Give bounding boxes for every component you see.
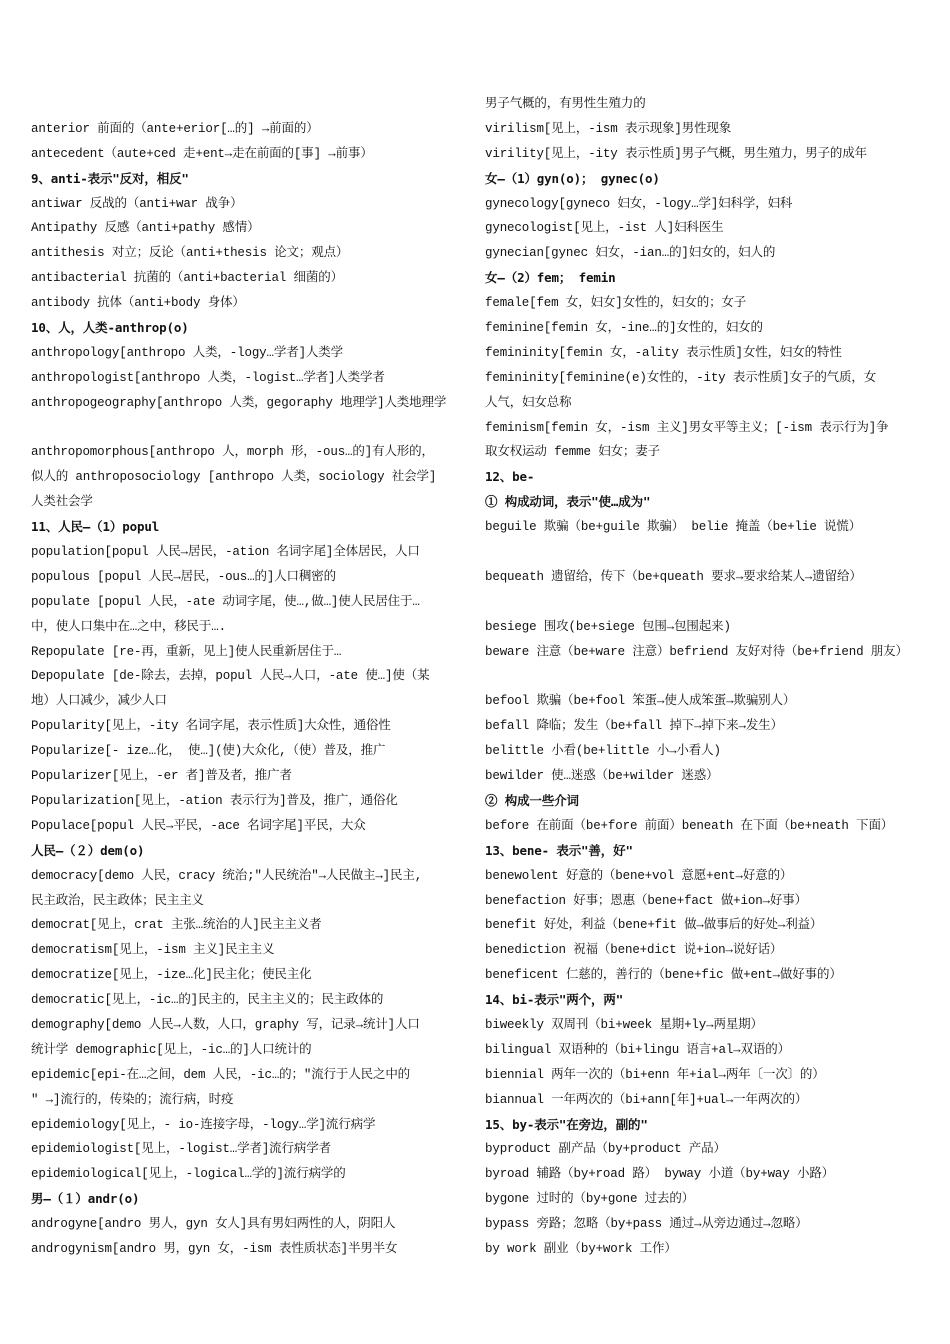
text-line: Popularizer[见上，-er 者]普及者，推广者 — [31, 769, 292, 784]
text-line: beguile 欺骗（be+guile 欺骗） belie 掩盖（be+lie 说慌） — [485, 520, 862, 535]
text-line: feminine[femin 女，-ine…的]女性的，妇女的 — [485, 321, 763, 336]
text-line: antibody 抗体（anti+body 身体） — [31, 296, 245, 311]
text-line: anthropology[anthropo 人类，-logy…学者]人类学 — [31, 345, 343, 360]
text-line: Popularity[见上，-ity 名词字尾，表示性质]大众性，通俗性 — [31, 719, 391, 734]
text-line: 民主政治，民主政体；民主主义 — [31, 893, 204, 908]
text-line: byproduct 副产品（by+product 产品） — [485, 1142, 726, 1157]
text-line: " →]流行的，传染的；流行病，时疫 — [31, 1092, 234, 1107]
left-column — [31, 92, 456, 1262]
text-line: femininity[feminine(e)女性的，-ity 表示性质]女子的气质，女 — [485, 370, 877, 385]
blank-line — [485, 540, 910, 565]
text-line: anthropologist[anthropo 人类，-logist…学者]人类学者 — [31, 370, 385, 385]
text-line: democrat[见上，crat 主张…统治的人]民主主义者 — [31, 918, 322, 933]
text-line: 似人的 anthroposociology [anthropo 人类，sociology 社会学] — [31, 470, 437, 485]
text-line: democratize[见上，-ize…化]民主化；使民主化 — [31, 968, 312, 983]
blank-line — [485, 590, 910, 615]
section-heading: ① 构成动词，表示"使…成为" — [485, 494, 651, 510]
text-line: benewolent 好意的（bene+vol 意愿+ent→好意的） — [485, 868, 793, 883]
text-line: before 在前面（be+fore 前面）beneath 在下面（be+neath 下面） — [485, 818, 894, 833]
text-line: antecedent（aute+ced 走+ent→走在前面的[事] →前事） — [31, 146, 373, 161]
text-line: democratism[见上，-ism 主义]民主主义 — [31, 943, 275, 958]
right-column — [485, 92, 910, 1262]
section-heading: 11、人民—（1）popul — [31, 519, 160, 535]
blank-line — [31, 92, 456, 117]
text-line: biannual 一年两次的（bi+ann[年]+ual→一年两次的） — [485, 1092, 808, 1107]
text-line: antibacterial 抗菌的（anti+bacterial 细菌的） — [31, 271, 343, 286]
text-line: besiege 围攻(be+siege 包围→包围起来) — [485, 619, 731, 634]
text-line: byroad 辅路（by+road 路） byway 小道（by+way 小路） — [485, 1167, 835, 1182]
text-line: Populace[popul 人民→平民，-ace 名词字尾]平民，大众 — [31, 818, 366, 833]
text-line: 中，使人口集中在…之中，移民于…. — [31, 619, 226, 634]
blank-line — [485, 664, 910, 689]
blank-line — [31, 416, 456, 441]
text-line: androgyne[andro 男人，gyn 女人]具有男妇两性的人，阴阳人 — [31, 1217, 396, 1232]
text-line: Popularization[见上，-ation 表示行为]普及，推广，通俗化 — [31, 793, 398, 808]
section-heading: 女—（1）gyn(o)； gynec(o) — [485, 170, 660, 186]
text-line: benefaction 好事；恩惠（bene+fact 做+ion→好事） — [485, 893, 807, 908]
text-line: democracy[demo 人民，cracy 统治;"人民统治"→人民做主→]民主, — [31, 868, 423, 883]
text-line: 人气，妇女总称 — [485, 395, 572, 410]
text-line: gynecian[gynec 妇女，-ian…的]妇女的，妇人的 — [485, 246, 776, 261]
text-line: gynecology[gyneco 妇女，-logy…学]妇科学，妇科 — [485, 196, 793, 211]
text-line: population[popul 人民→居民，-ation 名词字尾]全体居民，人口 — [31, 545, 420, 560]
text-line: 取女权运动 femme 妇女；妻子 — [485, 445, 660, 460]
section-heading: 10、人，人类-anthrop(o) — [31, 320, 189, 336]
text-line: 男子气概的，有男性生殖力的 — [485, 97, 646, 111]
section-heading: 13、bene- 表示"善，好" — [485, 842, 633, 858]
section-heading: 14、bi-表示"两个，两" — [485, 992, 624, 1008]
text-line: epidemiological[见上，-logical…学的]流行病学的 — [31, 1167, 346, 1182]
section-heading: ② 构成一些介词 — [485, 792, 579, 808]
text-line: 统计学 demographic[见上，-ic…的]人口统计的 — [31, 1042, 312, 1057]
text-line: virilism[见上，-ism 表示现象]男性现象 — [485, 121, 732, 136]
text-line: gynecologist[见上，-ist 人]妇科医生 — [485, 221, 724, 236]
section-heading: 12、be- — [485, 469, 535, 485]
text-line: anterior 前面的（ante+erior[…的] →前面的） — [31, 121, 319, 136]
text-line: benediction 祝福（bene+dict 说+ion→说好话） — [485, 943, 783, 958]
text-line: befall 降临；发生（be+fall 掉下→掉下来→发生） — [485, 719, 783, 734]
text-line: 地）人口减少，减少人口 — [31, 694, 167, 709]
text-line: belittle 小看(be+little 小→小看人) — [485, 744, 721, 759]
section-heading: 男—（１）andr(o) — [31, 1191, 140, 1207]
section-heading: 女—（2）fem； femin — [485, 270, 616, 286]
text-line: democratic[见上，-ic…的]民主的，民主主义的；民主政体的 — [31, 993, 384, 1008]
text-line: populous [popul 人民→居民，-ous…的]人口稠密的 — [31, 569, 336, 584]
text-line: demography[demo 人民→人数，人口，graphy 写，记录→统计]人口 — [31, 1017, 420, 1032]
text-line: bilingual 双语种的（bi+lingu 语言+al→双语的） — [485, 1042, 790, 1057]
text-line: biweekly 双周刊（bi+week 星期+ly→两星期） — [485, 1017, 763, 1032]
text-line: epidemiologist[见上，-logist…学者]流行病学者 — [31, 1142, 331, 1157]
section-heading: 15、by-表示"在旁边，副的" — [485, 1116, 648, 1132]
text-line: anthropomorphous[anthropo 人，morph 形，-ous…的]有人形的， — [31, 445, 434, 460]
text-line: bewilder 使…迷惑（be+wilder 迷惑） — [485, 769, 719, 784]
section-heading: 9、anti-表示"反对，相反" — [31, 170, 189, 186]
section-heading: 人民—（２）dem(o) — [31, 842, 145, 858]
text-line: populate [popul 人民，-ate 动词字尾，使…,做…]使人民居住于… — [31, 594, 420, 609]
text-line: benefit 好处，利益（bene+fit 做→做事后的好处→利益） — [485, 918, 823, 933]
text-line: femininity[femin 女，-ality 表示性质]女性，妇女的特性 — [485, 345, 842, 360]
text-line: feminism[femin 女，-ism 主义]男女平等主义；[-ism 表示行为]争 — [485, 420, 889, 435]
text-line: female[fem 女，妇女]女性的，妇女的；女子 — [485, 296, 747, 311]
text-line: antithesis 对立；反论（anti+thesis 论文；观点） — [31, 246, 349, 261]
text-line: befool 欺骗（be+fool 笨蛋→使人成笨蛋→欺骗别人） — [485, 694, 796, 709]
text-line: Popularize[- ize…化， 使…](使)大众化,（使）普及，推广 — [31, 744, 386, 759]
text-line: antiwar 反战的（anti+war 战争） — [31, 196, 243, 211]
text-line: bypass 旁路；忽略（by+pass 通过→从旁边通过→忽略） — [485, 1217, 808, 1232]
text-line: anthropogeography[anthropo 人类，gegoraphy 地理学]人类地理学 — [31, 395, 447, 410]
text-line: epidemiology[见上，- io-连接字母，-logy…学]流行病学 — [31, 1117, 376, 1132]
text-line: 人类社会学 — [31, 495, 93, 510]
text-line: biennial 两年一次的（bi+enn 年+ial→两年〔一次〕的） — [485, 1067, 825, 1082]
text-line: bygone 过时的（by+gone 过去的） — [485, 1192, 695, 1207]
text-line: androgynism[andro 男，gyn 女，-ism 表性质状态]半男半女 — [31, 1241, 398, 1256]
text-line: Repopulate [re-再，重新，见上]使人民重新居住于… — [31, 644, 342, 659]
text-line: Antipathy 反感（anti+pathy 感情） — [31, 221, 260, 236]
text-line: virility[见上，-ity 表示性质]男子气概，男生殖力，男子的成年 — [485, 146, 867, 161]
text-line: Depopulate [de-除去，去掉，popul 人民→人口，-ate 使…]使（某 — [31, 669, 430, 684]
text-line: bequeath 遗留给，传下（be+queath 要求→要求给某人→遗留给） — [485, 569, 862, 584]
text-line: beneficent 仁慈的，善行的（bene+fic 做+ent→做好事的） — [485, 968, 842, 983]
text-line: by work 副业（by+work 工作） — [485, 1241, 677, 1256]
text-line: epidemic[epi-在…之间，dem 人民，-ic…的；"流行于人民之中的 — [31, 1067, 411, 1082]
text-line: beware 注意（be+ware 注意）befriend 友好对待（be+friend 朋友） — [485, 644, 908, 659]
